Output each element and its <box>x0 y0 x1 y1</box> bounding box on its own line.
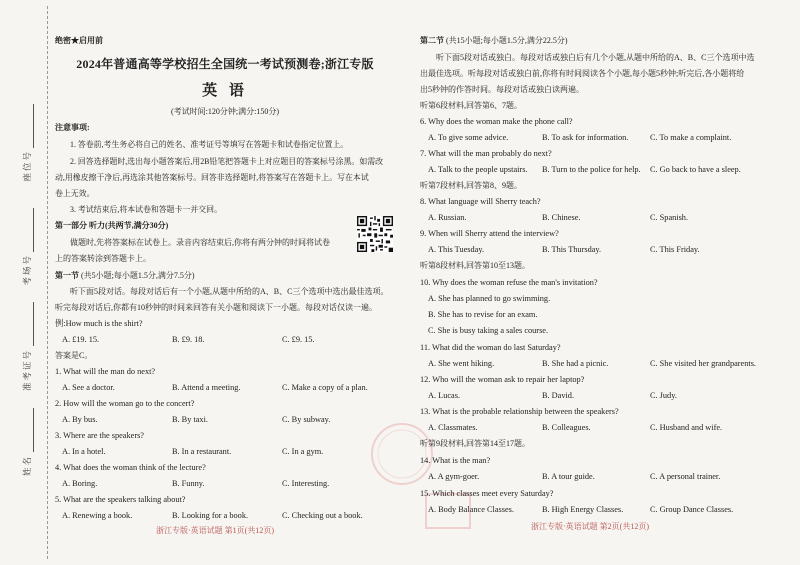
option-b: B. Funny. <box>172 479 205 488</box>
option-c: C. Go back to have a sleep. <box>650 165 741 174</box>
question-stem: 12. Who will the woman ask to repair her laptop? <box>420 375 585 384</box>
question-stem: 5. What are the speakers talking about? <box>55 495 186 504</box>
option-a: A. Boring. <box>62 479 98 488</box>
section2-instruction: 听下面5段对话或独白。每段对话或独白后有几个小题,从题中所给的A、B、C三个选项中选 <box>436 53 755 62</box>
note-line: 1. 答卷前,考生务必将自己的姓名、准考证号等填写在答题卡和试卷指定位置上。 <box>70 140 349 149</box>
example-answer: 答案是C。 <box>55 351 93 360</box>
question-stem: 2. How will the woman go to the concert? <box>55 399 195 408</box>
admission-ticket-blank <box>33 302 34 346</box>
subject-title: 英 语 <box>202 83 248 99</box>
page2-footer: 浙江专版·英语试题 第2页(共12页) <box>531 522 649 531</box>
example-stem: 例:How much is the shirt? <box>55 319 143 328</box>
seat-number-blank <box>33 104 34 148</box>
material-prompt: 听第9段材料,回答第14至17题。 <box>420 439 530 448</box>
option-c: C. Make a copy of a plan. <box>282 383 368 392</box>
question-stem: 14. What is the man? <box>420 456 491 465</box>
section2-heading <box>420 37 568 45</box>
name-blank <box>33 408 34 452</box>
material-prompt: 听第6段材料,回答第6、7题。 <box>420 101 522 110</box>
option-b: B. Chinese. <box>542 213 581 222</box>
option-c: C. This Friday. <box>650 245 700 254</box>
option-a: A. She went hiking. <box>428 359 495 368</box>
note-line: 3. 考试结束后,将本试卷和答题卡一并交回。 <box>70 205 222 214</box>
option-a: A. Lucas. <box>428 391 461 400</box>
section2-instruction: 出5秒钟的作答时间。每段对话或独白读两遍。 <box>420 85 584 94</box>
material-prompt: 听第7段材料,回答第8、9题。 <box>420 181 522 190</box>
example-option-c: C. £9. 15. <box>282 335 315 344</box>
part1-instruction: 做题时,先将答案标在试卷上。录音内容结束后,你将有两分钟的时间将试卷 <box>70 238 330 247</box>
exam-room-label: 考场号 <box>23 254 33 286</box>
section1-heading <box>55 272 195 280</box>
exam-room-blank <box>33 208 34 252</box>
option-c: C. A personal trainer. <box>650 472 721 481</box>
option-c: C. Husband and wife. <box>650 423 723 432</box>
qr-code <box>357 216 393 252</box>
admission-ticket-label: 准考证号 <box>23 349 33 392</box>
option-a: A. By bus. <box>62 415 98 424</box>
seat-number-label: 座位号 <box>23 150 33 182</box>
section1-instruction: 听完每段对话后,你都有10秒钟的时间来回答有关小题和阅读下一小题。每段对话仅读一遍。 <box>55 303 377 312</box>
question-stem: 11. What did the woman do last Saturday? <box>420 343 561 352</box>
option-b: B. She has to revise for an exam. <box>428 310 538 319</box>
part1-instruction: 上的答案转涂到答题卡上。 <box>55 254 151 263</box>
option-a: A. She has planned to go swimming. <box>428 294 551 303</box>
option-b: B. Attend a meeting. <box>172 383 241 392</box>
binding-line <box>47 6 48 559</box>
option-b: B. Colleagues. <box>542 423 591 432</box>
option-a: A. This Tuesday. <box>428 245 485 254</box>
option-b: B. Looking for a book. <box>172 511 249 520</box>
page1-footer: 浙江专版·英语试题 第1页(共12页) <box>156 526 274 535</box>
option-c: C. Group Dance Classes. <box>650 505 734 514</box>
option-b: B. A tour guide. <box>542 472 595 481</box>
section1-instruction: 听下面5段对话。每段对话后有一个小题,从题中所给的A、B、C三个选项中选出最佳选项。 <box>70 287 389 296</box>
material-prompt: 听第8段材料,回答第10至13题。 <box>420 261 530 270</box>
option-b: B. She had a picnic. <box>542 359 609 368</box>
notes-heading: 注意事项: <box>55 123 90 132</box>
option-b: B. By taxi. <box>172 415 208 424</box>
question-stem: 7. What will the man probably do next? <box>420 149 552 158</box>
option-a: A. See a doctor. <box>62 383 115 392</box>
option-c: C. To make a complaint. <box>650 133 732 142</box>
section2-label: 第二节 <box>420 36 444 45</box>
question-stem: 1. What will the man do next? <box>55 367 156 376</box>
question-stem: 4. What does the woman think of the lecture? <box>55 463 206 472</box>
question-stem: 9. When will Sherry attend the interview? <box>420 229 559 238</box>
option-a: A. In a hotel. <box>62 447 106 456</box>
note-line: 卷上无效。 <box>55 189 95 198</box>
option-a: A. A gym-goer. <box>428 472 480 481</box>
question-stem: 3. Where are the speakers? <box>55 431 144 440</box>
question-stem: 10. Why does the woman refuse the man's invitation? <box>420 278 598 287</box>
option-c: C. She is busy taking a sales course. <box>428 326 549 335</box>
option-c: C. In a gym. <box>282 447 324 456</box>
note-line: 动,用橡皮擦干净后,再选涂其他答案标号。回答非选择题时,将答案写在答题卡上。写在本试 <box>55 173 369 182</box>
part1-heading: 第一部分 听力(共两节,满分30分) <box>55 221 169 230</box>
section1-note: (共5小题;每小题1.5分,满分7.5分) <box>81 271 195 280</box>
option-b: B. In a restaurant. <box>172 447 232 456</box>
option-a: A. Renewing a book. <box>62 511 133 520</box>
option-c: C. Spanish. <box>650 213 689 222</box>
section2-note: (共15小题;每小题1.5分,满分22.5分) <box>446 36 568 45</box>
exam-info: (考试时间:120分钟;满分:150分) <box>171 107 279 116</box>
option-c: C. Judy. <box>650 391 677 400</box>
example-option-a: A. £19. 15. <box>62 335 100 344</box>
option-c: C. Interesting. <box>282 479 330 488</box>
section2-instruction: 出最佳选项。听每段对话或独白前,你将有时间阅读各个小题,每小题5秒钟;听完后,各小题将给 <box>420 69 745 78</box>
option-a: A. Body Balance Classes. <box>428 505 514 514</box>
confidential-mark: 绝密★启用前 <box>55 36 103 45</box>
option-b: B. To ask for information. <box>542 133 629 142</box>
option-a: A. To give some advice. <box>428 133 509 142</box>
option-a: A. Talk to the people upstairs. <box>428 165 528 174</box>
note-line: 2. 回答选择题时,选出每小题答案后,用2B铅笔把答题卡上对应题目的答案标号涂黑。如需改 <box>70 157 384 166</box>
question-stem: 6. Why does the woman make the phone call? <box>420 117 573 126</box>
question-stem: 13. What is the probable relationship between the speakers? <box>420 407 619 416</box>
question-stem: 8. What language will Sherry teach? <box>420 197 541 206</box>
option-a: A. Russian. <box>428 213 467 222</box>
option-c: C. By subway. <box>282 415 331 424</box>
option-c: C. She visited her grandparents. <box>650 359 756 368</box>
example-option-b: B. £9. 18. <box>172 335 205 344</box>
question-stem: 15. Which classes meet every Saturday? <box>420 489 554 498</box>
exam-title: 2024年普通高等学校招生全国统一考试预测卷;浙江专版 <box>76 57 374 71</box>
name-label: 姓名 <box>23 455 33 477</box>
option-b: B. David. <box>542 391 575 400</box>
option-c: C. Checking out a book. <box>282 511 363 520</box>
option-b: B. This Thursday. <box>542 245 602 254</box>
option-b: B. Turn to the police for help. <box>542 165 641 174</box>
section1-label: 第一节 <box>55 271 79 280</box>
option-b: B. High Energy Classes. <box>542 505 624 514</box>
option-a: A. Classmates. <box>428 423 478 432</box>
